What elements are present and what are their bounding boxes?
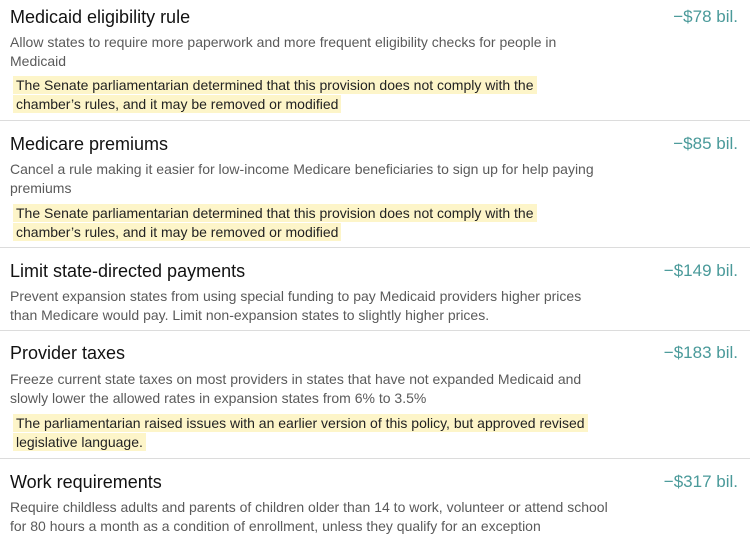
- provision-description: Allow states to require more paperwork and more frequent eligibility checks for people in Medicaid: [10, 34, 557, 69]
- provision-description: Require childless adults and parents of children older than 14 to work, volunteer or attend school for 80 hours a month as a condition of enrollment, unless they qualify for an exception: [10, 499, 608, 534]
- provision-amount: −$317 bil.: [663, 472, 738, 491]
- provision-description: Cancel a rule making it easier for low-income Medicare beneficiaries to sign up for help paying premiums: [10, 161, 594, 196]
- list-item: [0, 248, 750, 331]
- provision-title: Medicare premiums: [10, 134, 169, 154]
- list-item: [0, 331, 750, 459]
- list-item: [0, 0, 750, 121]
- note-line: chamber’s rules, and it may be removed or modified: [13, 95, 341, 113]
- provision-amount: −$183 bil.: [663, 343, 738, 362]
- provision-description: Freeze current state taxes on most providers in states that have not expanded Medicaid and slowly lower the allowed rates in expansion states from 6% to 3.5%: [10, 371, 582, 406]
- provision-amount: −$78 bil.: [673, 7, 738, 26]
- parliamentarian-note: [13, 76, 537, 114]
- parliamentarian-note: [13, 204, 537, 242]
- note-line: The parliamentarian raised issues with an earlier version of this policy, but approved revised: [13, 414, 588, 432]
- list-item: [0, 121, 750, 248]
- note-line: The Senate parliamentarian determined that this provision does not comply with the: [13, 204, 537, 222]
- provision-amount: −$85 bil.: [673, 134, 738, 153]
- list-item: [0, 459, 750, 545]
- provision-title: Limit state-directed payments: [10, 261, 246, 281]
- note-line: chamber’s rules, and it may be removed or modified: [13, 223, 341, 241]
- provision-title: Provider taxes: [10, 343, 126, 363]
- provision-title: Work requirements: [10, 472, 162, 492]
- provision-title: Medicaid eligibility rule: [10, 7, 191, 27]
- parliamentarian-note: [13, 414, 588, 452]
- provision-amount: −$149 bil.: [663, 261, 738, 280]
- note-line: The Senate parliamentarian determined that this provision does not comply with the: [13, 76, 537, 94]
- note-line: legislative language.: [13, 433, 146, 451]
- provision-description: Prevent expansion states from using special funding to pay Medicaid providers higher prices than Medicare would pay. Limit non-expansion states to slightly higher prices.: [10, 288, 582, 323]
